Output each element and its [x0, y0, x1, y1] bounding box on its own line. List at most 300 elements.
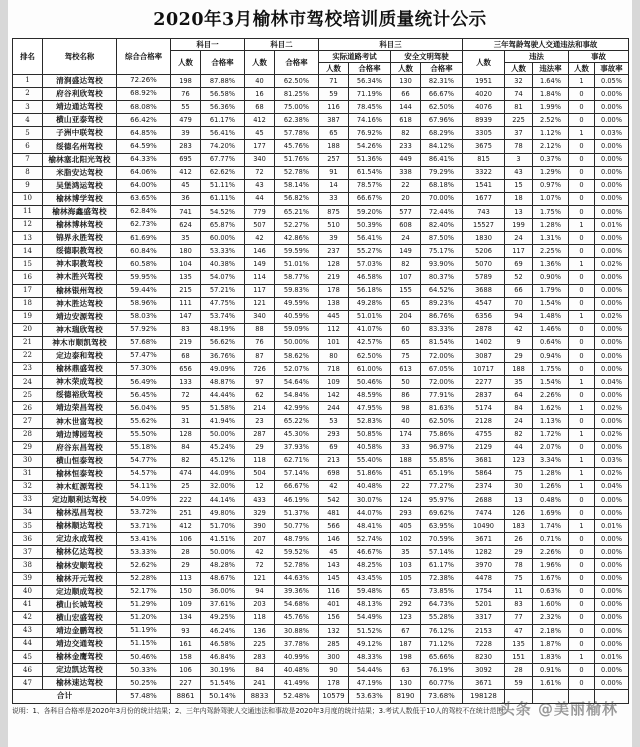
cell-three-year-count: 743 — [463, 205, 505, 218]
table-row — [13, 205, 629, 218]
cell-safe-civil-count: 75 — [391, 349, 421, 362]
cell-safe-civil-count: 451 — [391, 467, 421, 480]
cell-subject1-rate: 50.00% — [201, 546, 245, 559]
cell-overall-rate: 52.17% — [117, 585, 171, 598]
cell-three-year-count: 5206 — [463, 245, 505, 258]
cell-school-name: 神木职教驾校 — [43, 258, 117, 271]
cell-safe-civil-count: 292 — [391, 598, 421, 611]
cell-overall-rate: 54.11% — [117, 480, 171, 493]
table-row — [13, 467, 629, 480]
cell-safe-civil-count: 65 — [391, 585, 421, 598]
cell-overall-rate: 51.29% — [117, 598, 171, 611]
cell-road-test-count: 293 — [319, 428, 349, 441]
header-violation: 违法 — [505, 51, 569, 63]
cell-overall-rate: 62.84% — [117, 205, 171, 218]
cell-road-test-count: 10579 — [319, 690, 349, 703]
header-row-1 — [13, 39, 629, 51]
cell-subject1-count: 150 — [171, 585, 201, 598]
cell-violation-rate: 1.69% — [533, 507, 569, 520]
cell-safe-civil-count: 618 — [391, 114, 421, 127]
cell-violation-rate: 0.90% — [533, 271, 569, 284]
cell-violation-rate: 0.37% — [533, 153, 569, 166]
cell-road-test-rate: 51.01% — [349, 310, 391, 323]
cell-safe-civil-rate: 60.77% — [421, 677, 463, 690]
cell-overall-rate: 51.20% — [117, 611, 171, 624]
cell-subject1-rate: 44.09% — [201, 467, 245, 480]
cell-rank: 47 — [13, 677, 43, 690]
cell-road-test-count: 481 — [319, 507, 349, 520]
cell-accident-rate: 0.00% — [595, 245, 629, 258]
cell-safe-civil-count: 35 — [391, 546, 421, 559]
cell-overall-rate: 68.08% — [117, 101, 171, 114]
cell-subject1-rate: 56.36% — [201, 101, 245, 114]
cell-three-year-count: 3681 — [463, 454, 505, 467]
cell-rank: 12 — [13, 219, 43, 232]
cell-subject1-count: 158 — [171, 651, 201, 664]
cell-subject2-count: 412 — [245, 114, 275, 127]
cell-subject1-rate: 48.19% — [201, 323, 245, 336]
cell-overall-rate: 57.48% — [117, 690, 171, 703]
table-row — [13, 258, 629, 271]
cell-subject1-rate: 61.11% — [201, 192, 245, 205]
cell-accident-count: 1 — [569, 454, 595, 467]
cell-subject2-rate: 45.30% — [275, 428, 319, 441]
cell-road-test-rate: 47.95% — [349, 402, 391, 415]
cell-subject1-count: 412 — [171, 166, 201, 179]
cell-accident-rate: 0.00% — [595, 363, 629, 376]
cell-road-test-rate: 48.13% — [349, 598, 391, 611]
cell-subject1-rate: 56.41% — [201, 127, 245, 140]
cell-school-name: 定边永成驾校 — [43, 533, 117, 546]
cell-overall-rate: 56.49% — [117, 376, 171, 389]
cell-accident-count: 1 — [569, 219, 595, 232]
cell-safe-civil-count: 293 — [391, 507, 421, 520]
table-row — [13, 114, 629, 127]
cell-safe-civil-rate: 69.62% — [421, 507, 463, 520]
table-row — [13, 179, 629, 192]
cell-rank: 28 — [13, 428, 43, 441]
cell-violation-count: 13 — [505, 205, 533, 218]
cell-safe-civil-rate: 89.23% — [421, 297, 463, 310]
header-three-year-count: 人数 — [463, 51, 505, 75]
cell-three-year-count: 8230 — [463, 651, 505, 664]
cell-overall-rate: 55.62% — [117, 415, 171, 428]
cell-overall-rate: 53.41% — [117, 533, 171, 546]
cell-violation-count: 183 — [505, 520, 533, 533]
cell-three-year-count: 2374 — [463, 480, 505, 493]
cell-subject2-count: 177 — [245, 140, 275, 153]
cell-road-test-count: 101 — [319, 336, 349, 349]
cell-road-test-count: 237 — [319, 245, 349, 258]
cell-subject2-count: 29 — [245, 441, 275, 454]
cell-road-test-count: 109 — [319, 376, 349, 389]
table-row — [13, 389, 629, 402]
cell-violation-count: 42 — [505, 323, 533, 336]
header-subject2-rate: 合格率 — [275, 51, 319, 75]
cell-three-year-count: 5201 — [463, 598, 505, 611]
cell-subject1-rate: 37.61% — [201, 598, 245, 611]
cell-three-year-count: 1951 — [463, 75, 505, 88]
cell-road-test-count: 116 — [319, 101, 349, 114]
cell-overall-rate: 52.28% — [117, 572, 171, 585]
cell-safe-civil-rate: 72.00% — [421, 349, 463, 362]
cell-subject1-count: 283 — [171, 140, 201, 153]
header-subject2-count: 人数 — [245, 51, 275, 75]
cell-rank: 33 — [13, 494, 43, 507]
cell-accident-count: 0 — [569, 349, 595, 362]
cell-safe-civil-rate: 64.52% — [421, 284, 463, 297]
cell-subject1-count: 45 — [171, 179, 201, 192]
cell-subject1-rate: 46.24% — [201, 624, 245, 637]
cell-three-year-count: 2128 — [463, 415, 505, 428]
cell-accident-count: 1 — [569, 376, 595, 389]
cell-rank: 25 — [13, 389, 43, 402]
cell-violation-count: 66 — [505, 284, 533, 297]
cell-violation-count — [505, 690, 533, 703]
cell-subject2-rate: 65.22% — [275, 415, 319, 428]
cell-safe-civil-rate: 62.50% — [421, 415, 463, 428]
cell-subject1-rate: 48.28% — [201, 559, 245, 572]
cell-safe-civil-rate: 64.73% — [421, 598, 463, 611]
cell-rank: 3 — [13, 101, 43, 114]
cell-rank: 7 — [13, 153, 43, 166]
cell-violation-rate: 1.74% — [533, 520, 569, 533]
cell-road-test-rate: 71.19% — [349, 88, 391, 101]
cell-safe-civil-rate: 84.12% — [421, 140, 463, 153]
cell-accident-rate: 0.05% — [595, 75, 629, 88]
cell-violation-count: 64 — [505, 389, 533, 402]
cell-safe-civil-count: 24 — [391, 232, 421, 245]
cell-road-test-count: 510 — [319, 219, 349, 232]
cell-road-test-rate: 56.34% — [349, 75, 391, 88]
cell-violation-count: 47 — [505, 624, 533, 637]
cell-violation-rate: 1.26% — [533, 480, 569, 493]
cell-subject2-count: 507 — [245, 219, 275, 232]
cell-road-test-rate: 50.85% — [349, 428, 391, 441]
cell-rank: 30 — [13, 454, 43, 467]
cell-violation-rate: 0.94% — [533, 349, 569, 362]
cell-road-test-rate: 50.39% — [349, 219, 391, 232]
cell-road-test-rate: 61.54% — [349, 166, 391, 179]
cell-road-test-rate: 66.67% — [349, 192, 391, 205]
cell-violation-rate: 1.64% — [533, 75, 569, 88]
cell-subject1-count: 133 — [171, 376, 201, 389]
cell-overall-rate: 60.84% — [117, 245, 171, 258]
cell-school-name: 榆林恒泰驾校 — [43, 467, 117, 480]
cell-school-name: 府谷利欣驾校 — [43, 88, 117, 101]
cell-violation-count: 94 — [505, 310, 533, 323]
cell-violation-count: 18 — [505, 192, 533, 205]
cell-subject1-count: 84 — [171, 441, 201, 454]
cell-safe-civil-count: 577 — [391, 205, 421, 218]
table-row — [13, 219, 629, 232]
cell-violation-count: 70 — [505, 297, 533, 310]
cell-road-test-count: 698 — [319, 467, 349, 480]
cell-safe-civil-rate: 71.12% — [421, 638, 463, 651]
cell-accident-rate: 0.00% — [595, 153, 629, 166]
cell-three-year-count: 4755 — [463, 428, 505, 441]
cell-road-test-count: 45 — [319, 546, 349, 559]
cell-safe-civil-count: 204 — [391, 310, 421, 323]
cell-accident-rate: 0.00% — [595, 88, 629, 101]
cell-safe-civil-count: 130 — [391, 677, 421, 690]
cell-subject2-count: 390 — [245, 520, 275, 533]
cell-subject2-count: 241 — [245, 677, 275, 690]
cell-accident-rate: 0.00% — [595, 232, 629, 245]
cell-road-test-count: 91 — [319, 166, 349, 179]
cell-accident-count: 0 — [569, 323, 595, 336]
table-row — [13, 284, 629, 297]
cell-subject1-count: 741 — [171, 205, 201, 218]
cell-subject1-rate: 46.58% — [201, 638, 245, 651]
cell-safe-civil-rate: 75.17% — [421, 245, 463, 258]
cell-subject1-count: 35 — [171, 232, 201, 245]
cell-safe-civil-count: 198 — [391, 651, 421, 664]
cell-subject2-count: 72 — [245, 559, 275, 572]
cell-road-test-rate: 51.36% — [349, 153, 391, 166]
cell-school-name: 榆林塞北阳光驾校 — [43, 153, 117, 166]
cell-road-test-rate: 74.16% — [349, 114, 391, 127]
cell-subject2-count: 40 — [245, 75, 275, 88]
cell-subject2-count: 340 — [245, 310, 275, 323]
cell-accident-count: 1 — [569, 428, 595, 441]
cell-overall-rate: 53.33% — [117, 546, 171, 559]
cell-rank: 34 — [13, 507, 43, 520]
cell-rank: 32 — [13, 480, 43, 493]
cell-violation-count: 84 — [505, 402, 533, 415]
cell-road-test-rate: 41.07% — [349, 323, 391, 336]
cell-subject2-count: 329 — [245, 507, 275, 520]
cell-road-test-rate: 49.12% — [349, 638, 391, 651]
cell-rank: 22 — [13, 349, 43, 362]
cell-subject1-rate: 48.67% — [201, 572, 245, 585]
cell-violation-count: 44 — [505, 441, 533, 454]
cell-accident-rate: 0.00% — [595, 546, 629, 559]
driving-school-statistics-table — [12, 38, 629, 704]
cell-accident-rate: 0.00% — [595, 611, 629, 624]
cell-road-test-rate: 54.26% — [349, 140, 391, 153]
cell-school-name: 吴堡鸿运驾校 — [43, 179, 117, 192]
cell-subject2-count: 117 — [245, 284, 275, 297]
cell-subject2-rate: 81.25% — [275, 88, 319, 101]
cell-safe-civil-count: 233 — [391, 140, 421, 153]
cell-three-year-count: 815 — [463, 153, 505, 166]
cell-subject1-rate: 54.07% — [201, 271, 245, 284]
cell-subject1-count: 198 — [171, 75, 201, 88]
cell-road-test-count: 53 — [319, 415, 349, 428]
table-body — [13, 75, 629, 704]
cell-subject1-count: 28 — [171, 546, 201, 559]
cell-subject1-rate: 65.87% — [201, 219, 245, 232]
cell-subject1-count: 39 — [171, 127, 201, 140]
cell-safe-civil-count: 144 — [391, 101, 421, 114]
cell-violation-count: 28 — [505, 664, 533, 677]
table-row — [13, 638, 629, 651]
cell-violation-rate: 2.07% — [533, 441, 569, 454]
cell-rank: 37 — [13, 546, 43, 559]
cell-violation-count: 3 — [505, 153, 533, 166]
cell-overall-rate: 58.96% — [117, 297, 171, 310]
cell-rank: 15 — [13, 258, 43, 271]
cell-subject2-count: 8833 — [245, 690, 275, 703]
cell-overall-rate: 57.30% — [117, 363, 171, 376]
cell-subject1-count: 29 — [171, 559, 201, 572]
cell-three-year-count: 198128 — [463, 690, 505, 703]
cell-overall-rate: 53.71% — [117, 520, 171, 533]
cell-overall-rate: 64.59% — [117, 140, 171, 153]
cell-accident-rate: 0.00% — [595, 585, 629, 598]
cell-school-name: 靖边金鹏驾校 — [43, 624, 117, 637]
cell-accident-count: 0 — [569, 546, 595, 559]
cell-subject1-rate: 49.09% — [201, 363, 245, 376]
cell-accident-rate: 0.00% — [595, 101, 629, 114]
cell-accident-count: 0 — [569, 271, 595, 284]
cell-violation-rate: 2.26% — [533, 546, 569, 559]
cell-subject2-rate: 50.00% — [275, 336, 319, 349]
cell-overall-rate: 64.33% — [117, 153, 171, 166]
table-row — [13, 428, 629, 441]
cell-rank: 44 — [13, 638, 43, 651]
cell-rank: 17 — [13, 284, 43, 297]
cell-subject1-count: 31 — [171, 415, 201, 428]
cell-violation-rate: 1.48% — [533, 310, 569, 323]
cell-safe-civil-rate: 87.50% — [421, 232, 463, 245]
cell-violation-rate: 0.64% — [533, 336, 569, 349]
cell-violation-rate: 1.99% — [533, 101, 569, 114]
cell-school-name: 榆林海鑫盛驾校 — [43, 205, 117, 218]
cell-safe-civil-count: 63 — [391, 664, 421, 677]
cell-subject2-count: 121 — [245, 572, 275, 585]
cell-three-year-count: 3305 — [463, 127, 505, 140]
cell-road-test-count: 213 — [319, 454, 349, 467]
cell-three-year-count: 4076 — [463, 101, 505, 114]
cell-safe-civil-rate: 81.54% — [421, 336, 463, 349]
cell-subject1-count: 128 — [171, 428, 201, 441]
cell-subject2-rate: 51.76% — [275, 153, 319, 166]
cell-safe-civil-rate: 77.91% — [421, 389, 463, 402]
cell-violation-count: 24 — [505, 415, 533, 428]
cell-accident-rate: 0.01% — [595, 219, 629, 232]
cell-subject2-rate: 54.64% — [275, 376, 319, 389]
cell-overall-rate: 57.68% — [117, 336, 171, 349]
cell-safe-civil-rate: 73.68% — [421, 690, 463, 703]
cell-three-year-count: 5864 — [463, 467, 505, 480]
cell-safe-civil-rate: 63.95% — [421, 520, 463, 533]
cell-road-test-count: 145 — [319, 572, 349, 585]
cell-safe-civil-rate: 82.40% — [421, 219, 463, 232]
cell-safe-civil-rate: 80.37% — [421, 271, 463, 284]
cell-subject1-rate: 40.38% — [201, 258, 245, 271]
table-row — [13, 245, 629, 258]
cell-subject2-rate: 58.77% — [275, 271, 319, 284]
cell-violation-rate: 1.87% — [533, 638, 569, 651]
cell-subject2-rate: 65.21% — [275, 205, 319, 218]
cell-road-test-count: 178 — [319, 677, 349, 690]
cell-school-name: 靖边通达驾校 — [43, 101, 117, 114]
cell-subject1-count: 135 — [171, 271, 201, 284]
cell-school-name: 绥德裕欣驾校 — [43, 389, 117, 402]
cell-school-name: 榆林安顺驾校 — [43, 559, 117, 572]
cell-safe-civil-rate: 57.14% — [421, 546, 463, 559]
cell-road-test-count: 143 — [319, 559, 349, 572]
cell-violation-count: 78 — [505, 559, 533, 572]
cell-overall-rate: 54.57% — [117, 467, 171, 480]
cell-subject1-count: 83 — [171, 323, 201, 336]
cell-rank: 41 — [13, 598, 43, 611]
cell-violation-rate: 1.31% — [533, 232, 569, 245]
cell-school-name: 神木虹源驾校 — [43, 480, 117, 493]
cell-subject2-rate: 59.59% — [275, 245, 319, 258]
cell-overall-rate: 50.46% — [117, 651, 171, 664]
cell-accident-count: 0 — [569, 638, 595, 651]
cell-overall-rate: 54.09% — [117, 494, 171, 507]
page-left-edge — [0, 0, 8, 747]
cell-road-test-rate: 53.63% — [349, 690, 391, 703]
cell-subject1-rate: 51.11% — [201, 179, 245, 192]
cell-subject2-rate: 54.68% — [275, 598, 319, 611]
cell-violation-rate: 1.75% — [533, 363, 569, 376]
cell-accident-rate: 0.00% — [595, 664, 629, 677]
cell-violation-count: 30 — [505, 480, 533, 493]
cell-violation-rate: 1.96% — [533, 559, 569, 572]
cell-overall-rate: 61.69% — [117, 232, 171, 245]
cell-rank: 16 — [13, 271, 43, 284]
cell-subject1-count: 72 — [171, 389, 201, 402]
table-header — [13, 39, 629, 75]
cell-violation-count: 81 — [505, 101, 533, 114]
cell-violation-count: 69 — [505, 258, 533, 271]
cell-safe-civil-count: 107 — [391, 271, 421, 284]
cell-subject2-count: 114 — [245, 271, 275, 284]
cell-violation-rate — [533, 690, 569, 703]
cell-violation-rate: 0.63% — [533, 585, 569, 598]
cell-accident-rate: 0.03% — [595, 127, 629, 140]
header-road-test: 实际道路考试 — [319, 51, 391, 63]
cell-accident-rate — [595, 690, 629, 703]
cell-rank: 8 — [13, 166, 43, 179]
cell-violation-count: 43 — [505, 166, 533, 179]
cell-safe-civil-count: 103 — [391, 559, 421, 572]
cell-overall-rate: 52.62% — [117, 559, 171, 572]
header-subject3: 科目三 — [319, 39, 463, 51]
cell-accident-count: 1 — [569, 480, 595, 493]
cell-subject2-count: 118 — [245, 454, 275, 467]
cell-subject2-rate: 52.78% — [275, 166, 319, 179]
cell-rank: 2 — [13, 88, 43, 101]
cell-safe-civil-count: 98 — [391, 402, 421, 415]
cell-violation-rate: 1.60% — [533, 598, 569, 611]
cell-road-test-count: 401 — [319, 598, 349, 611]
cell-overall-rate: 60.58% — [117, 258, 171, 271]
cell-three-year-count: 1402 — [463, 336, 505, 349]
cell-overall-rate: 64.85% — [117, 127, 171, 140]
cell-school-name: 锦界永胜驾校 — [43, 232, 117, 245]
cell-subject1-count: 113 — [171, 572, 201, 585]
cell-safe-civil-rate: 62.50% — [421, 101, 463, 114]
cell-safe-civil-rate: 73.85% — [421, 585, 463, 598]
cell-rank: 20 — [13, 323, 43, 336]
cell-subject2-count: 287 — [245, 428, 275, 441]
cell-school-name: 府谷东昌驾校 — [43, 441, 117, 454]
cell-school-name: 横山宏盛驾校 — [43, 611, 117, 624]
cell-subject1-count: 479 — [171, 114, 201, 127]
cell-safe-civil-count: 65 — [391, 297, 421, 310]
cell-safe-civil-rate: 55.85% — [421, 454, 463, 467]
cell-accident-count: 0 — [569, 533, 595, 546]
table-row — [13, 494, 629, 507]
cell-rank: 31 — [13, 467, 43, 480]
cell-overall-rate: 62.73% — [117, 219, 171, 232]
